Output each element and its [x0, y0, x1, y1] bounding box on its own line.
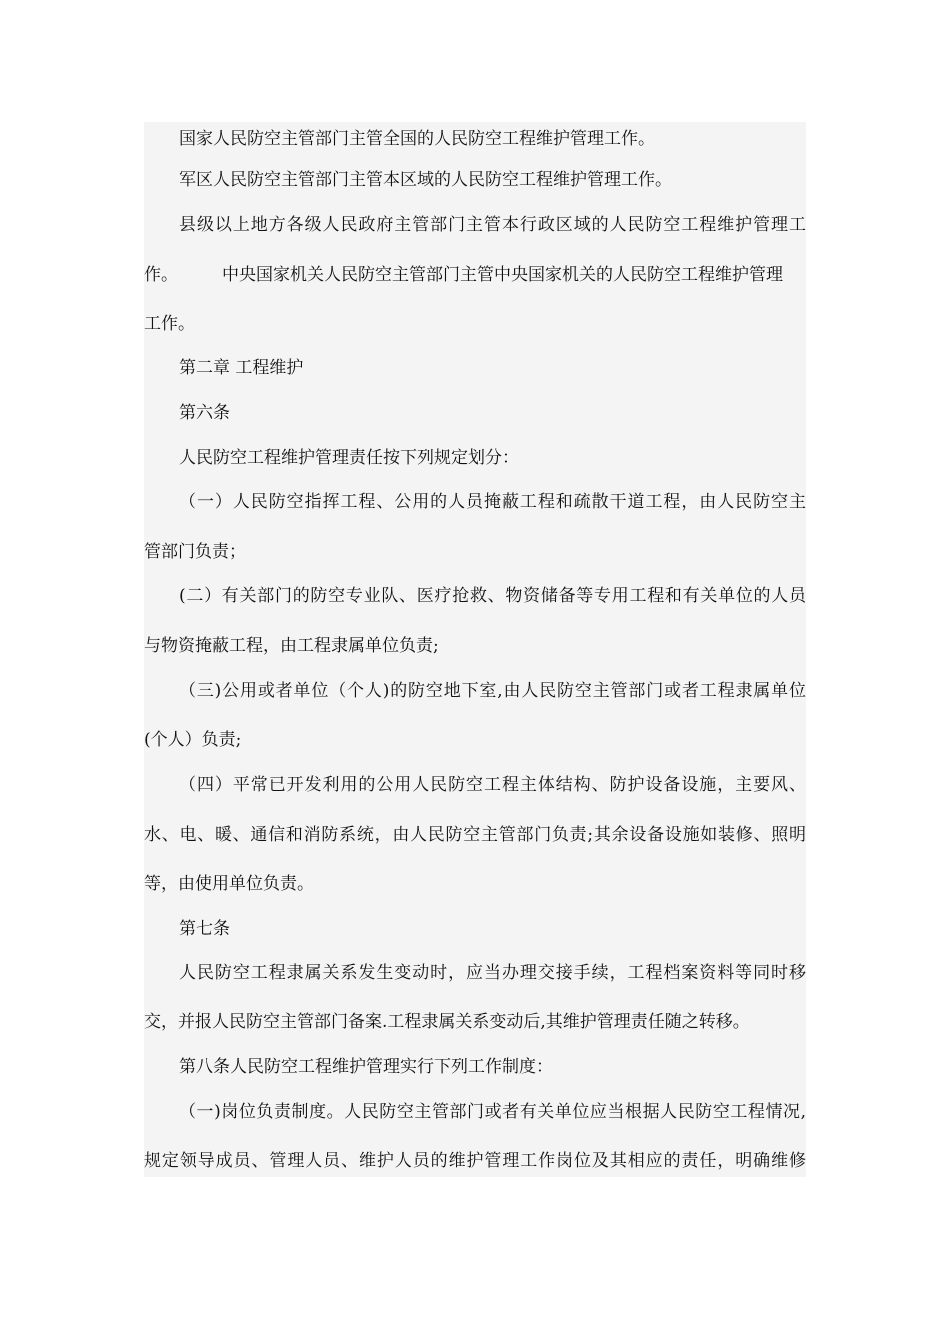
- clause-3-line2: (个人）负责;: [144, 730, 242, 750]
- paragraph-county-level-end: 作。: [144, 265, 178, 285]
- paragraph-national-authority: 国家人民防空主管部门主管全国的人民防空工程维护管理工作。: [179, 129, 655, 149]
- document-page: [144, 122, 806, 1177]
- paragraph-county-level-line2: [144, 258, 806, 292]
- article-eight-clause-1-line1: （一)岗位负责制度。人民防空主管部门或者有关单位应当根据人民防空工程情况,: [179, 1102, 806, 1122]
- article-seven-heading: 第七条: [179, 919, 230, 939]
- paragraph-military-region: 军区人民防空主管部门主管本区域的人民防空工程维护管理工作。: [179, 170, 672, 190]
- article-six-intro: 人民防空工程维护管理责任按下列规定划分：: [179, 448, 519, 468]
- chapter-two-heading: 第二章 工程维护: [179, 358, 304, 378]
- article-six-heading: 第六条: [179, 403, 230, 423]
- clause-4-line1: （四）平常已开发利用的公用人民防空工程主体结构、防护设备设施，主要风、: [179, 775, 806, 795]
- clause-4-line2: 水、电、暖、通信和消防系统，由人民防空主管部门负责;其余设备设施如装修、照明: [144, 825, 806, 845]
- clause-3-line1: （三)公用或者单位（个人)的防空地下室,由人民防空主管部门或者工程隶属单位: [179, 681, 806, 701]
- clause-2-line2: 与物资掩蔽工程，由工程隶属单位负责;: [144, 636, 439, 656]
- clause-4-line3: 等，由使用单位负责。: [144, 874, 314, 894]
- clause-2-line1: (二）有关部门的防空专业队、医疗抢救、物资储备等专用工程和有关单位的人员: [179, 586, 806, 606]
- paragraph-central-organs-end: 工作。: [144, 314, 195, 334]
- paragraph-county-level-line1: 县级以上地方各级人民政府主管部门主管本行政区域的人民防空工程维护管理工: [179, 215, 806, 235]
- article-eight-clause-1-line2: 规定领导成员、管理人员、维护人员的维护管理工作岗位及其相应的责任，明确维修: [144, 1151, 806, 1171]
- clause-1-line2: 管部门负责；: [144, 542, 246, 562]
- paragraph-central-organs-start: 中央国家机关人民防空主管部门主管中央国家机关的人民防空工程维护管理: [222, 265, 783, 285]
- article-seven-line2: 交，并报人民防空主管部门备案.工程隶属关系变动后,其维护管理责任随之转移。: [144, 1012, 750, 1032]
- clause-1-line1: （一）人民防空指挥工程、公用的人员掩蔽工程和疏散干道工程，由人民防空主: [179, 492, 806, 512]
- article-eight-heading: 第八条人民防空工程维护管理实行下列工作制度：: [179, 1057, 553, 1077]
- article-seven-line1: 人民防空工程隶属关系发生变动时，应当办理交接手续，工程档案资料等同时移: [179, 963, 806, 983]
